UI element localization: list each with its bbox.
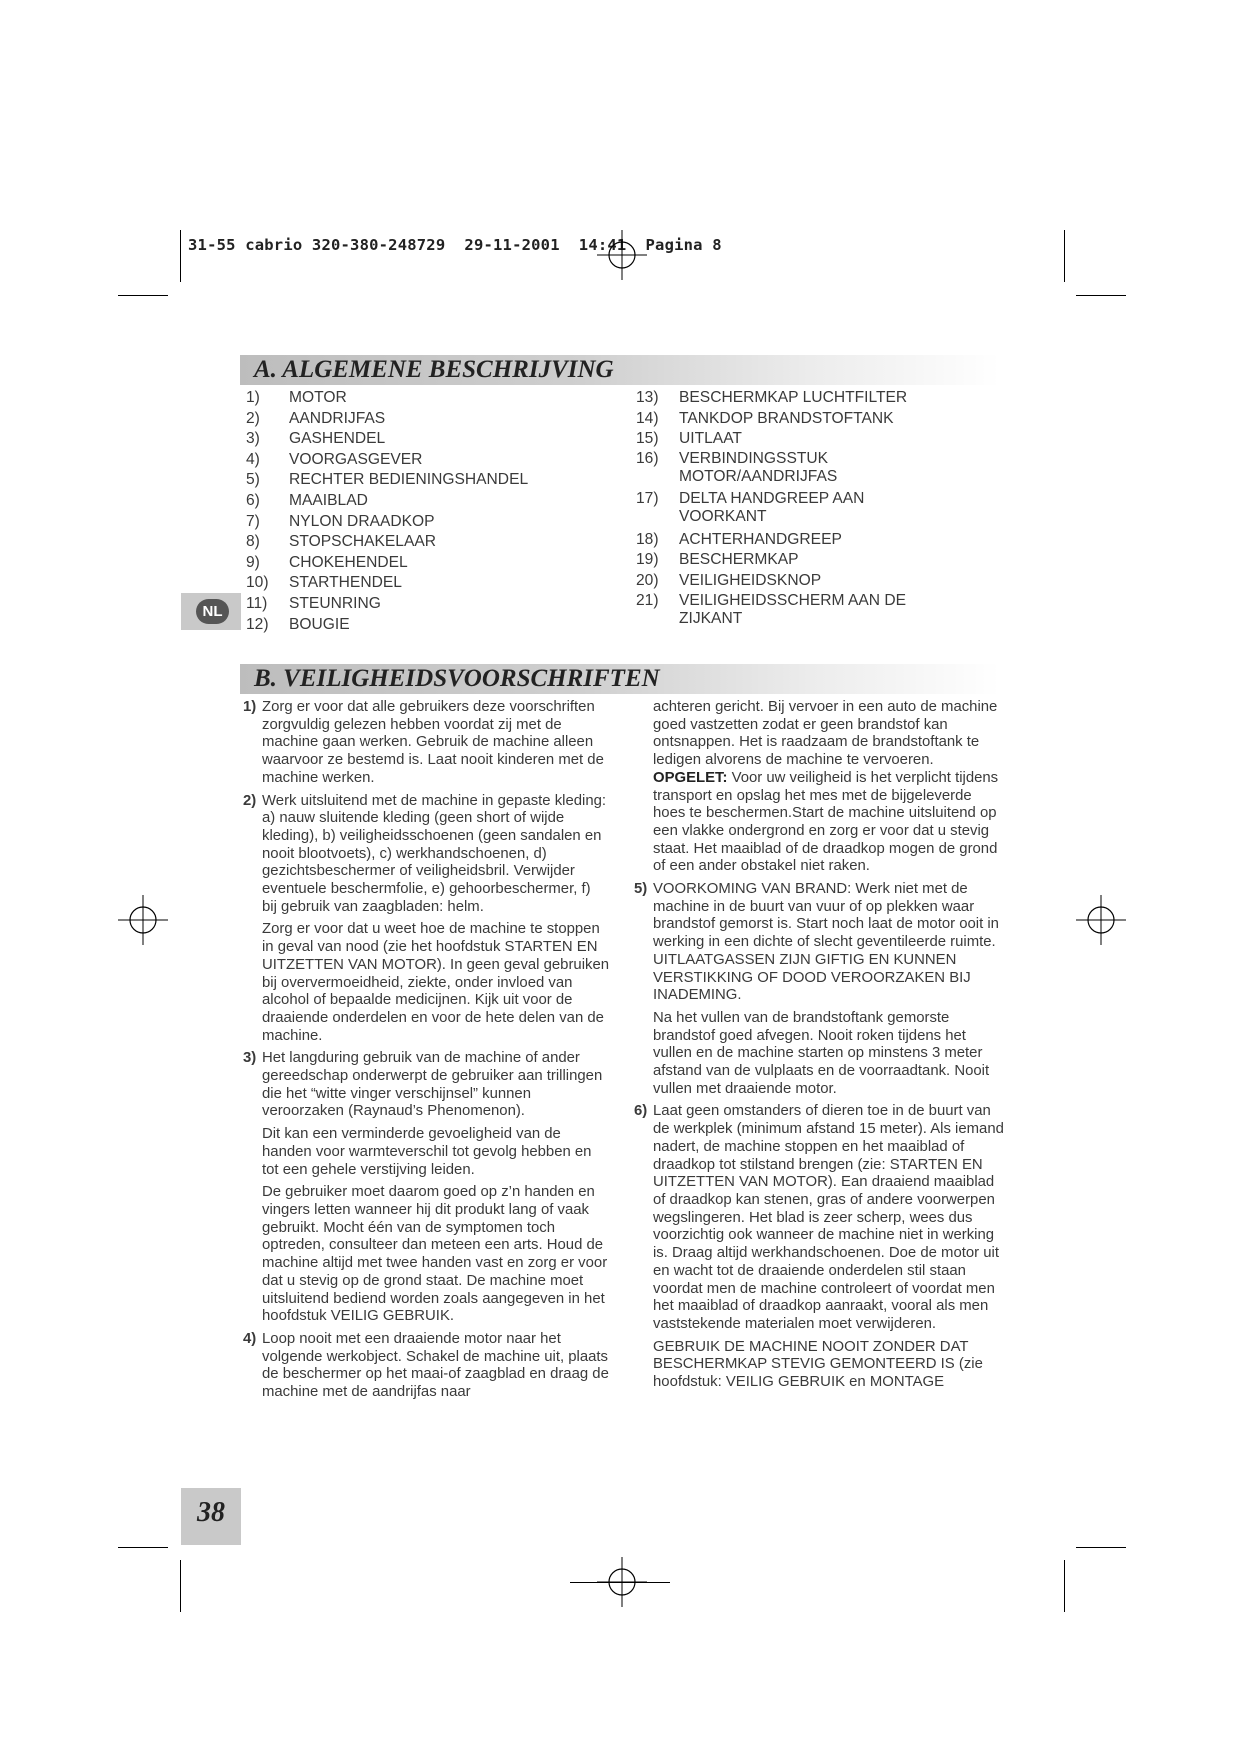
safety-item-2: 2) Werk uitsluitend met de machine in gepaste kleding: a) nauw sluitende kleding (geen short of wijde kleding), b) veiligheidsschoenen (geen sandalen en nooit blootvoets), c) werkhandschoenen, d) gezichtsbeschermer of veiligheidsbril. Verwijder eventuele beschermfolie, e) gehoorbeschermer, f) bij gebruik van zaagbladen: helm. — [243, 792, 607, 915]
crop-mark — [1064, 1560, 1065, 1612]
crop-mark — [1064, 230, 1065, 282]
section-a-header — [240, 355, 1000, 385]
list-item: 1) MOTOR — [246, 389, 347, 406]
crop-mark — [570, 1582, 670, 1583]
list-item: 14) TANKDOP BRANDSTOFTANK — [636, 409, 894, 427]
list-item: 4) VOORGASGEVER — [246, 450, 423, 468]
list-item: 11) STEUNRING — [246, 594, 381, 612]
page-number-box — [181, 1488, 241, 1545]
warning-label: OPGELET: — [653, 769, 728, 786]
safety-column-right — [634, 699, 1006, 1397]
list-item: 7) NYLON DRAADKOP — [246, 512, 435, 530]
paragraph: Dit kan een verminderde gevoeligheid van de handen voor warmteverschil tot gevolg hebben en tot een gehele verstijving leiden. — [262, 1126, 592, 1178]
list-item: 13) BESCHERMKAP LUCHTFILTER — [636, 389, 908, 406]
list-item: 18) ACHTERHANDGREEP — [636, 530, 842, 548]
list-item: 21) VEILIGHEIDSSCHERM AAN DE ZIJKANT — [636, 591, 907, 628]
parts-list-right — [636, 388, 1016, 629]
paragraph: De gebruiker moet daarom goed op z’n handen en vingers letten wanneer hij dit produkt lang of vaak gebruikt. Mocht één van de symptomen toch optreden, consulteer dan meteen een arts. Houd de machine altijd met twee handen vast en zorg er voor dat u stevig op de grond staat. De machine moet uitsluitend bediend worden zoals aangegeven in het hoofdstuk VEILIG GEBRUIK. — [262, 1184, 608, 1325]
language-badge: NL — [196, 599, 229, 624]
warning-paragraph: OPGELET: Voor uw veiligheid is het verplicht tijdens transport en opslag het mes met de bijgeleverde hoes te beschermen.Start de machine uitsluitend op een vlakke ondergrond en zorg er voor dat u stevig staat. Het maaiblad of de draadkop mogen de grond of een ander obstakel niet raken. — [653, 769, 999, 875]
list-item: 2) AANDRIJFAS — [246, 409, 386, 427]
list-item: 6) MAAIBLAD — [246, 491, 368, 509]
crop-mark — [180, 1560, 181, 1612]
registration-mark-icon — [1076, 895, 1126, 945]
safety-item-6: 6) Laat geen omstanders of dieren toe in de buurt van de werkplek (minimum afstand 15 meter). Als iemand nadert, de machine stoppen en het maaiblad of draadkop tot stilstand brengen (zie: STARTEN EN UITZETTEN VAN MOTOR). Ean draaiend maaiblad of draadkop kan stenen, gras of andere voorwerpen wegslingeren. Het blad is zeer scherp, wees dus voorzichtig ook wanneer de machine niet in werking is. Draag altijd werkhandschoenen. Doe de motor uit en wacht tot de draaiende onderdelen stil staan voordat men de machine controleert of voordat men het maaiblad of draadkop aanraakt, vooral als men vaststekende materialen moet verwijderen. — [634, 1103, 1004, 1332]
safety-item-1: 1) Zorg er voor dat alle gebruikers deze voorschriften zorgvuldig gelezen hebben voordat zij met de machine gaan werken. Gebruik de machine alleen waarvoor ze bestemd is. Laat nooit kinderen met de machine werken. — [243, 699, 604, 786]
list-item: 3) GASHENDEL — [246, 430, 386, 448]
list-item: 8) STOPSCHAKELAAR — [246, 533, 437, 551]
crop-mark — [118, 1547, 168, 1548]
safety-column-left — [243, 699, 609, 1407]
list-item: 15) UITLAAT — [636, 430, 742, 448]
list-item: 16) VERBINDINGSSTUK MOTOR/AANDRIJFAS — [636, 449, 838, 486]
section-b-header — [240, 664, 1000, 694]
list-item: 20) VEILIGHEIDSKNOP — [636, 571, 822, 589]
crop-mark — [1076, 1547, 1126, 1548]
list-item: 12) BOUGIE — [246, 615, 350, 633]
paragraph: achteren gericht. Bij vervoer in een auto de machine goed vastzetten zodat er geen brandstof kan ontsnappen. Het is raadzaam de brandstoftank te ledigen alvorens de machine te vervoeren. — [653, 699, 998, 769]
section-b-title: B. VEILIGHEIDSVOORSCHRIFTEN — [254, 665, 660, 692]
paragraph: GEBRUIK DE MACHINE NOOIT ZONDER DAT BESCHERMKAP STEVIG GEMONTEERD IS (zie hoofdstuk: VEILIG GEBRUIK en MONTAGE — [653, 1338, 983, 1391]
safety-item-4: 4) Loop nooit met een draaiende motor naar het volgende werkobject. Schakel de machine uit, plaats de beschermer op het maai-of zaagblad en draag de machine met de aandrijfas naar — [243, 1330, 609, 1401]
list-item: 19) BESCHERMKAP — [636, 551, 799, 569]
list-item: 17) DELTA HANDGREEP AAN VOORKANT — [636, 489, 865, 526]
crop-mark — [180, 230, 181, 282]
list-item: 10) STARTHENDEL — [246, 574, 402, 592]
safety-item-5: 5) VOORKOMING VAN BRAND: Werk niet met de machine in de buurt van vuur of op plekken waar brandstof gemorst is. Start noch laat de motor ooit in werking in een dichte of slecht geventileerde ruimte. UITLAATGASSEN ZIJN GIFTIG EN KUNNEN VERSTIKKING OF DOOD VEROORZAKEN BIJ INADEMING. — [634, 881, 999, 1004]
registration-mark-icon — [597, 230, 647, 280]
language-tab — [181, 593, 241, 630]
crop-mark — [1076, 295, 1126, 296]
paragraph: Zorg er voor dat u weet hoe de machine te stoppen in geval van nood (zie het hoofdstuk STARTEN EN UITZETTEN VAN MOTOR). In geen geval gebruiken bij oververmoeidheid, ziekte, onder invloed van alcohol of bepaalde medicijnen. Kijk uit voor de draaiende onderdelen en voor de hete delen van de machine. — [262, 921, 610, 1044]
print-header: 31-55 cabrio 320-380-248729 29-11-2001 14:41 Pagina 8 — [188, 236, 722, 254]
list-item: 5) RECHTER BEDIENINGSHANDEL — [246, 471, 529, 489]
page-number: 38 — [197, 1497, 225, 1528]
safety-item-3: 3) Het langduring gebruik van de machine of ander gereedschap onderwerpt de gebruiker aan trillingen die het “witte vinger verschijnsel” kunnen veroorzaken (Raynaud’s Phenomenon). — [243, 1050, 603, 1120]
paragraph: Na het vullen van de brandstoftank gemorste brandstof goed afvegen. Nooit roken tijdens het vullen en de machine starten op minstens 3 meter afstand van de vulplaats en de voorraadtank. Nooit vullen met draaiende motor. — [653, 1009, 990, 1097]
registration-mark-icon — [118, 895, 168, 945]
section-a-title: A. ALGEMENE BESCHRIJVING — [254, 356, 614, 383]
crop-mark — [118, 295, 168, 296]
parts-list-left — [246, 388, 576, 635]
list-item: 9) CHOKEHENDEL — [246, 553, 408, 571]
